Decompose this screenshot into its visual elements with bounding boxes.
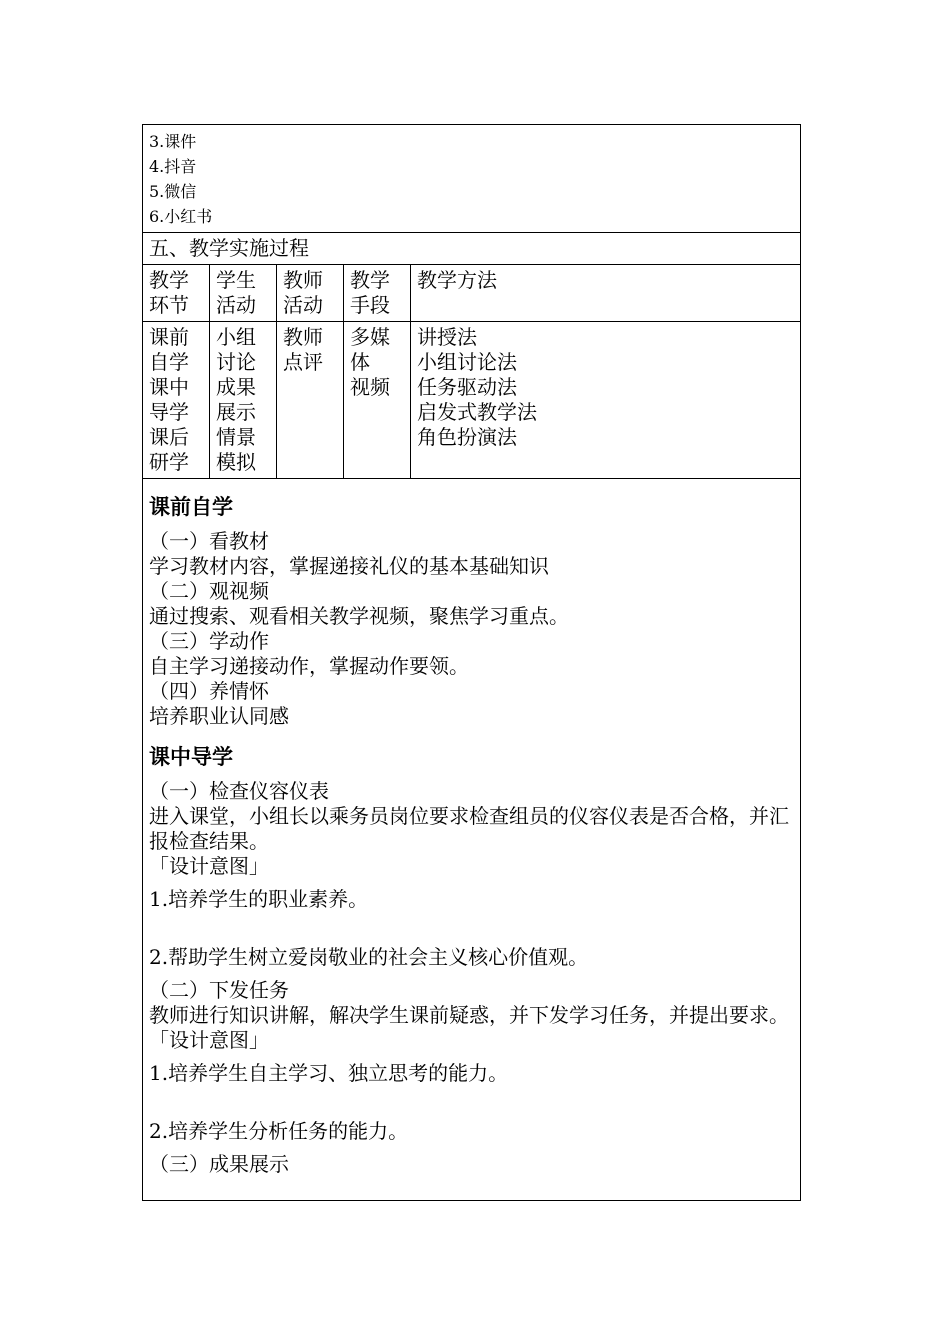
in-class-part2-text: 教师进行知识讲解，解决学生课前疑惑，并下发学习任务，并提出要求。	[149, 1003, 789, 1027]
in-class-part1-text: 进入课堂，小组长以乘务员岗位要求检查组员的仪容仪表是否合格，并汇报检查结果。	[149, 804, 789, 853]
resources-cell	[143, 125, 801, 233]
design-intent-item: 2.帮助学生树立爱岗敬业的社会主义核心价值观。	[149, 945, 589, 969]
header-teaching-link: 教学 环节	[143, 265, 210, 322]
lesson-plan-table	[142, 124, 801, 1201]
resource-item: 3.课件	[149, 132, 197, 151]
method-item: 小组讨论法	[417, 350, 517, 374]
header-teacher-activity: 教师 活动	[277, 265, 344, 322]
resources-row	[143, 125, 801, 233]
pre-study-head: （四）养情怀	[149, 679, 269, 703]
blank-line	[149, 912, 794, 937]
pre-study-text: 学习教材内容，掌握递接礼仪的基本基础知识	[149, 554, 549, 578]
resource-item: 5.微信	[149, 182, 197, 201]
cell-student-activity: 小组 讨论 成果 展示 情景 模拟	[210, 322, 277, 479]
pre-study-text: 培养职业认同感	[149, 704, 289, 728]
pre-study-head: （一）看教材	[149, 529, 269, 553]
in-class-part1-head: （一）检查仪容仪表	[149, 779, 329, 803]
section-five-row	[143, 233, 801, 265]
header-teaching-means: 教学 手段	[344, 265, 411, 322]
process-cell	[143, 479, 801, 1201]
design-intent-item: 2.培养学生分析任务的能力。	[149, 1119, 409, 1143]
cell-teacher-activity: 教师 点评	[277, 322, 344, 479]
pre-study-title: 课前自学	[149, 494, 233, 519]
header-teaching-method: 教学方法	[411, 265, 801, 322]
pre-study-text: 自主学习递接动作，掌握动作要领。	[149, 654, 469, 678]
resource-item: 6.小红书	[149, 207, 213, 226]
pre-study-head: （二）观视频	[149, 579, 269, 603]
blank-line	[149, 1086, 794, 1111]
header-row	[143, 265, 801, 322]
design-intent-label: 「设计意图」	[149, 1028, 269, 1052]
method-item: 角色扮演法	[417, 425, 517, 449]
cell-teaching-means: 多媒 体 视频	[344, 322, 411, 479]
pre-study-head: （三）学动作	[149, 629, 269, 653]
content-row	[143, 322, 801, 479]
cell-teaching-methods	[411, 322, 801, 479]
design-intent-label: 「设计意图」	[149, 854, 269, 878]
method-item: 讲授法	[417, 325, 477, 349]
cell-teaching-link: 课前 自学 课中 导学 课后 研学	[143, 322, 210, 479]
in-class-part2-head: （二）下发任务	[149, 978, 289, 1002]
design-intent-item: 1.培养学生自主学习、独立思考的能力。	[149, 1061, 509, 1085]
pre-study-text: 通过搜索、观看相关教学视频，聚焦学习重点。	[149, 604, 569, 628]
header-student-activity: 学生 活动	[210, 265, 277, 322]
in-class-title: 课中导学	[149, 744, 233, 769]
process-row	[143, 479, 801, 1201]
in-class-part3-head: （三）成果展示	[149, 1152, 289, 1176]
design-intent-item: 1.培养学生的职业素养。	[149, 887, 369, 911]
method-item: 任务驱动法	[417, 375, 517, 399]
method-item: 启发式教学法	[417, 400, 537, 424]
section-five-title: 五、教学实施过程	[143, 233, 801, 265]
resource-item: 4.抖音	[149, 157, 197, 176]
